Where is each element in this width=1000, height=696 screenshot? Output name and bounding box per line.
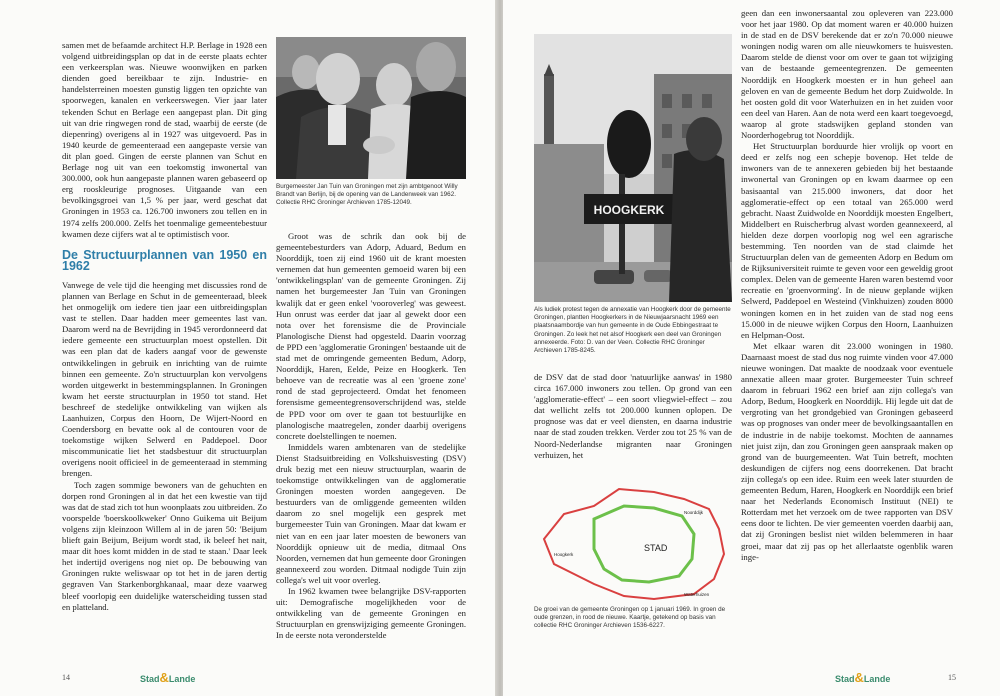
handshake-photo xyxy=(276,37,466,179)
right-logo-stad: Stad xyxy=(835,674,855,684)
left-page-number: 14 xyxy=(62,673,70,682)
handshake-photo-image xyxy=(276,37,466,179)
hoogkerk-photo-caption: Als ludiek protest tegen de annexatie van Hoogkerk door de gemeente Groningen, plantten Hoogkerkers in de Nieuwjaarsnacht 1969 een plaatsnaambordje van hun gemeente in de Oude Ebbingestraat te Groningen. Zo leek het net alsof Hoogkerk een deel van Groningen annexeerde. Foto: D. van der Veen. Collectie RHC Groninger Archieven 1785-8245. xyxy=(534,306,731,355)
left-col2-paragraph-1: Groot was de schrik dan ook bij de gemeentebesturders van Adorp, Aduard, Bedum en Noorddijk, toen zij eind 1960 uit de krant moesten vernemen dat hun gemeenten gemoeid waren bij een 'ontwikkelingsplan' van de gemeente Groningen. Zij namen het burgemeester Jan Tuin van Groningen kwalijk dat er geen enkel 'vooroverleg' was geweest. Hun onrust was eerder dat jaar al gewekt door een nota over het forensisme die de Provinciale Planologische Dienst had opgesteld. Daarin voorzag de PPD een 'agglomeratie Groningen' bestaande uit de stad met de omringende gemeenten Bedum, Adorp, Noorddijk, Haren, Eelde, Peize en Hoogkerk. Ten behoeve van de recreatie was al een 'groene zone' rond de stad geprojecteerd. Omdat het fenomeen forensisme gemeentegrensoverschrijdend was, stelde de PPD voor om over te gaan tot bestuurlijke en planologische maatregelen, zonder daarbij overigens concrete doelstellingen te noemen. xyxy=(276,231,466,441)
right-col2-paragraph-1: geen dan een inwonersaantal zou opleveren van 223.000 voor het jaar 1980. Op dat moment waren er 40.000 huizen in de stad en de DSV berekende dat er zo'n 70.000 nieuwe woningen nodig waren om alle nieuwkomers te huisvesten. Daarom stelde de dienst voor om over te gaan tot wijziging van de bestaande gemeentegrenzen. De gemeenten Noorddijk en Hoogkerk moesten er in hun geheel aan geloven en van de gemeente Bedum het dorp Zuidwolde. In het oosten gold dit voor Waterhuizen en in het zuiden voor een deel van Haren. Aan de nota werd een kaart toegevoegd, waarop al grote stadswijken gepland stonden van Noorderhogebrug tot Noorddijk. xyxy=(741,8,953,141)
right-page-number: 15 xyxy=(948,673,956,682)
left-logo-lande: Lande xyxy=(168,674,196,684)
right-logo xyxy=(835,670,890,685)
handshake-photo-caption: Burgemeester Jan Tuin van Groningen met zijn ambtgenoot Willy Brandt van Berlijn, bij de opening van de Landenweek van 1962. Collectie RHC Groninger Archieven 1785-12049. xyxy=(276,183,458,207)
annexation-map-svg xyxy=(534,484,734,601)
map-label-waterhuizen: Waterhuizen xyxy=(684,592,710,597)
left-paragraph-2: Toch zagen sommige bewoners van de gehuchten en dorpen rond Groningen al in dat het een kwestie van tijd was dat de stad zich tot hun woonplaats zou uitbreiden. Zo voorspelde 'boerskoolkweker' Onno Guikema uit Beijum volgens zijn kleinzoon Willem al in de jaren 50: 'Beijum blieft gain Beijum, Beijum wordt stad, ik beleef het nait, maar dit hoes komt midden in de stad te staan.' Daar leek het indertijd overigens nog niet op. De bebouwing van Groningen rukte weliswaar op tot het in de jaren dertig gegraven Van Starkenborghkanaal, maar deze vaarweg bleef voorlopig een duidelijke waterscheiding tussen stad en platteland. xyxy=(62,479,267,612)
map-caption: De groei van de gemeente Groningen op 1 januari 1969. In groen de oude grenzen, in rood de nieuwe. Kaartje, getekend op basis van collectie RHC Groninger Archieven 1536-6227. xyxy=(534,606,726,630)
left-intro-paragraph: samen met de befaamde architect H.P. Berlage in 1928 een volgend uitbreidingsplan op dat in de eerste plaats echter een verkeersplan was. Nieuwe woonwijken en parken dienden goed bereikbaar te zijn. Industrie- en handelsterreinen moesten gunstig liggen ten opzichte van spoorwegen, kanalen en verkeerswegen. Vier jaar later tekenden Schut en Berlage een aangepast plan. Dit ging uit van drie ringwegen rond de stad, waarbij de eerste (de diepenring) overigens al in 1927 was uitgevoerd. Pas in 1940 keurde de gemeenteraad een aangepaste versie van dit plan goed. Gingen de eerste plannen van Schut en Berlage nog uit van een toekomstig inwonertal van 300.000, ook hun aangepaste plannen waren gebaseerd op erg rooskleurige prognoses. Uitgaande van een bevolkingsgroei van 1,5 % per jaar, werd geschat dat Groningen in 1953 ca. 126.700 inwoners zou tellen en in 1974 zelfs 200.000. Zelfs het toenmalige gemeentebestuur kwamen deze cijfers wat al te optimistisch voor. xyxy=(62,40,267,239)
right-logo-lande: Lande xyxy=(863,674,891,684)
left-logo-ampersand-icon: & xyxy=(159,670,169,685)
right-page xyxy=(503,0,1000,696)
left-page xyxy=(0,0,497,696)
left-column-2 xyxy=(276,231,466,640)
right-column-2 xyxy=(741,8,953,648)
right-col1-paragraph-1: de DSV dat de stad door 'natuurlijke aanwas' in 1980 circa 167.000 inwoners zou tellen. Op grond van een 'agglomeratie-effect' – een soort vliegwiel-effect – zou dat wellicht zelfs tot 200.000 kunnen oplopen. De prognose was dat er veel diensten, en daarna industrie naar de stad zouden trekken. Verder zou tot 25 % van de Noord-Nederlandse migranten naar Groningen verhuizen, het xyxy=(534,372,732,460)
right-logo-ampersand-icon: & xyxy=(854,670,864,685)
left-paragraph-1: Vanwege de vele tijd die heenging met discussies rond de plannen van Berlage en Schut in de gemeenteraad, bleek het onmogelijk om iedere tien jaar een uitbreidingsplan vast te stellen. Daar hadden meer gemeentes last van. Daarom werd na de Bevrijding in 1945 verordonneerd dat iedere gemeente een structuurplan moest opstellen. Dit was een plan dat de kaders aangaf voor de gewenste ontwikkelingen in gebruik en inrichting van de ruimte binnen een gemeente. Zo'n structuurplan kon vervolgens worden uitgewerkt in bestemmingsplannen. In Groningen kwam het eerste structuurplan in 1950 tot stand. Het beschreef de stedelijke ontwikkeling van wijken als Laanhuizen, Corpus den Hoorn, De Wijert-Noord en Coendersborg en bevatte ook al de contouren voor de toekomstige wijken Selwerd en Paddepoel. Door miscommunicatie liet het stadsbestuur dit structuurplan overigens nooit officieel in de gemeenteraad in stemming brengen. xyxy=(62,279,267,479)
map-label-noorddijk: Noorddijk xyxy=(684,510,704,515)
hoogkerk-sign-photo xyxy=(534,34,732,302)
right-col2-paragraph-3: Met elkaar waren dit 23.000 woningen in 1980. Daarnaast moest de stad dus nog ruimte vinden voor 47.000 nieuwe woningen. Dat maakte de noodzaak voor eventuele annexatie alleen maar groter. Burgemeester Tuin schreef daarom in februari 1962 een brief aan zijn collega's van Adorp, Bedum, Hoogkerk en Noorddijk. Hij legde uit dat de vergroting van het grondgebied van Groningen gebaseerd was op prognoses van onder meer de bevolkingsaantallen en de industrie in de nabije toekomst. Mochten de aannames niet juist zijn, dan zou Groningen geen aanspraak maken op grond van de buurgemeenten. Wat Tuin betreft, mochten deskundigen de cijfers nog eens doorrekenen. Dat bracht zijn collega's op een idee. Ruim een week later stuurden de gemeenten Bedum, Haren, Hoogkerk en Noorddijk een brief naar het Nederlands Economisch Instituut (NEI) te Rotterdam met het verzoek om de twee rapporten van DSV eens door te lichten. De vier gemeenten voerden daarbij aan, dat zij Groningen beslist niet wilden belemmeren in haar groei, maar dat zij pas op het allerlaatste ogenblik waren inge- xyxy=(741,340,953,562)
right-col2-paragraph-2: Het Structuurplan borduurde hier vrolijk op voort en deed er zelfs nog een schepje bovenop. Het telde de inwoners van de te annexeren gebieden bij het bestaande inwonertal van Groningen op en kwam daarmee op een basisaantal van 215.000 inwoners, dat door het agglomeratie-effect op een totaal van 265.000 werd gebracht. Naast Zuidwolde en Noorddijk moesten Engelbert, Middelbert en Ruischerbrug alvast worden geannexeerd, al hielden deze dorpen voorlopig nog wel een agrarische bestemming. Ten noorden van de stad claimde het Structuurplan delen van de gemeenten Adorp en Bedum om de Rijksuniversiteit ruimte te geven voor een geweldig groot complex. Delen van de gemeente Haren waren bestemd voor recreatie en 'groenvorming'. In de nieuw geplande wijken Selwerd, Paddepoel en Westeind (Vinkhuizen) zouden 8000 woningen komen en in het zuiden van de stad nog eens 15.000 in de nieuwe wijken Corpus den Hoorn, Laanhuizen en Helpman-Oost. xyxy=(741,141,953,340)
left-column-1 xyxy=(62,40,267,640)
left-col2-paragraph-3: In 1962 kwamen twee belangrijke DSV-rapporten uit: Demografische mogelijkheden voor de ontwikkeling van de gemeente Groningen en Structuurplan en grenswijziging gemeente Groningen. In de eerste nota veronderstelde xyxy=(276,586,466,640)
section-heading: De Structuurplannen van 1950 en 1962 xyxy=(62,247,267,273)
map-label-hoogkerk: Hoogkerk xyxy=(554,552,574,557)
annexation-map xyxy=(534,484,734,601)
hoogkerk-sign-photo-image xyxy=(534,34,732,302)
right-column-1 xyxy=(534,372,732,476)
hoogkerk-sign-text: HOOGKERK xyxy=(593,203,665,217)
left-col2-paragraph-2: Inmiddels waren ambtenaren van de stedelijke Dienst Stadsuitbreiding en Volkshuisvesting (DSV) druk bezig met een nieuw structuurplan, waarin de toekomstige ontwikkelingen van de agglomeratie Groningen moesten worden aangegeven. De bestuurders van de omliggende gemeenten wilden daarom zo snel mogelijk een gesprek met burgemeester Tuin van Groningen. Maar dat kwam er niet van en een jaar later moesten de bewoners van Noorddijk opnieuw uit de media, ditmaal Ons Noorden, vernemen dat hun gemeente door Groningen geannexeerd zou worden. Ditmaal nodigde Tuin zijn collega's wel uit voor overleg. xyxy=(276,441,466,585)
left-logo-stad: Stad xyxy=(140,674,160,684)
left-logo xyxy=(140,670,195,685)
map-label-stad: STAD xyxy=(644,543,668,553)
